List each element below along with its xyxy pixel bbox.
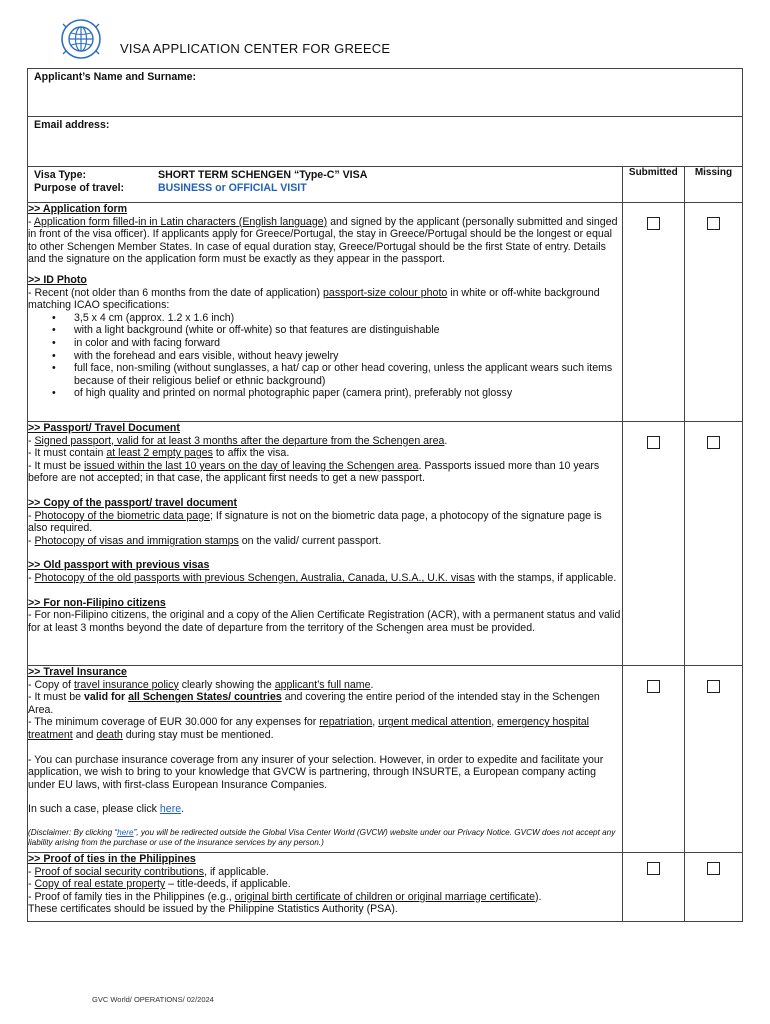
- table-row: [28, 853, 743, 922]
- submitted-cell: [622, 853, 684, 922]
- ties-line-1: - Proof of social security contributions, if applicable.: [28, 865, 269, 878]
- non-filipino-heading: >> For non-Filipino citizens: [28, 596, 166, 609]
- insurance-here-link[interactable]: here: [159, 803, 182, 816]
- submitted-checkbox[interactable]: [647, 436, 660, 449]
- section-passport: [28, 422, 623, 666]
- insurance-line-1: - Copy of travel insurance policy clearly showing the applicant’s full name.: [28, 678, 374, 691]
- insurance-click-text: In such a case, please click here.: [28, 803, 185, 816]
- table-row: [28, 666, 743, 853]
- list-item: • with a light background (white or off-white) so that features are distinguishable: [74, 324, 622, 337]
- passport-copy-heading: >> Copy of the passport/ travel document: [28, 496, 237, 509]
- passport-copy-line-2: - Photocopy of visas and immigration stamps on the valid/ current passport.: [28, 534, 382, 547]
- purpose-label: Purpose of travel:: [34, 182, 125, 194]
- insurance-partner-text: - You can purchase insurance coverage from any insurer of your selection. However, in order to expedite and facilitate your application, we wish to bring to your knowledge that GVCW is partnering, through INSURTE, a European company acting under EU laws, with first-class European Insurance Companies.: [28, 753, 604, 791]
- missing-checkbox[interactable]: [707, 217, 720, 230]
- ties-heading: >> Proof of ties in the Philippines: [28, 853, 196, 865]
- missing-cell: [684, 203, 742, 422]
- email-label: Email address:: [34, 119, 110, 131]
- old-passport-text: - Photocopy of the old passports with previous Schengen, Australia, Canada, U.S.A., U.K. visas with the stamps, if applicable.: [28, 571, 617, 584]
- checklist-table: [27, 68, 743, 922]
- submitted-checkbox[interactable]: [647, 862, 660, 875]
- old-passport-heading: >> Old passport with previous visas: [28, 559, 210, 572]
- missing-cell: [684, 853, 742, 922]
- list-item: • of high quality and printed on normal photographic paper (camera print), preferably not glossy: [74, 387, 622, 400]
- ties-line-2: - Copy of real estate property – title-deeds, if applicable.: [28, 878, 291, 891]
- list-item: • with the forehead and ears visible, without heavy jewelry: [74, 350, 622, 363]
- submitted-checkbox[interactable]: [647, 217, 660, 230]
- missing-checkbox[interactable]: [707, 862, 720, 875]
- passport-line-1: - Signed passport, valid for at least 3 months after the departure from the Schengen area.: [28, 434, 448, 447]
- footer-text: GVC World/ OPERATIONS/ 02/2024: [92, 995, 214, 1004]
- applicant-name-label: Applicant’s Name and Surname:: [34, 71, 197, 83]
- table-row: [28, 422, 743, 666]
- submitted-cell: [622, 422, 684, 666]
- passport-line-3: - It must be issued within the last 10 years on the day of leaving the Schengen area. Passports issued more than 10 years before are not accepted; in that case, the applicant first needs to get a new passport.: [28, 459, 600, 485]
- email-cell[interactable]: [28, 117, 743, 167]
- list-item: • 3,5 x 4 cm (approx. 1.2 x 1.6 inch): [74, 312, 622, 325]
- col-submitted-header: Submitted: [622, 167, 684, 203]
- ties-line-4: These certificates should be issued by the Philippine Statistics Authority (PSA).: [28, 903, 398, 916]
- submitted-checkbox[interactable]: [647, 680, 660, 693]
- applicant-name-cell[interactable]: [28, 69, 743, 117]
- missing-cell: [684, 422, 742, 666]
- list-item: • in color and with facing forward: [74, 337, 622, 350]
- insurance-line-2: - It must be valid for all Schengen States/ countries and covering the entire period of the intended stay in the Schengen Area.: [28, 691, 600, 716]
- id-photo-text: - Recent (not older than 6 months from the date of application) passport-size colour photo in white or off-white background matching ICAO specifications:: [28, 286, 600, 312]
- submitted-cell: [622, 203, 684, 422]
- passport-line-2: - It must contain at least 2 empty pages to affix the visa.: [28, 447, 290, 460]
- photo-requirements-list: [28, 312, 622, 400]
- disclaimer-here-link[interactable]: here: [117, 827, 134, 837]
- application-form-heading: >> Application form: [28, 203, 128, 215]
- visa-type-label: Visa Type:: [34, 169, 87, 181]
- page-title: VISA APPLICATION CENTER FOR GREECE: [120, 41, 391, 56]
- purpose-value: BUSINESS or OFFICIAL VISIT: [158, 182, 307, 194]
- passport-heading: >> Passport/ Travel Document: [28, 422, 180, 434]
- disclaimer-text: (Disclaimer: By clicking “here”, you will be redirected outside the Global Visa Center World (GVCW) website under our Privacy Notice. GVCW does not accept any liability arising from the purchase or use of the insurance services by any person.): [28, 827, 616, 847]
- visa-type-value: SHORT TERM SCHENGEN “Type-C” VISA: [158, 169, 368, 181]
- col-missing-header: Missing: [684, 167, 742, 203]
- submitted-cell: [622, 666, 684, 853]
- insurance-line-3: - The minimum coverage of EUR 30.000 for any expenses for repatriation, urgent medical attention, emergency hospital treatment and death during stay must be mentioned.: [28, 716, 590, 741]
- page-header: [0, 0, 770, 68]
- id-photo-heading: >> ID Photo: [28, 273, 87, 286]
- non-filipino-text: - For non-Filipino citizens, the original and a copy of the Alien Certificate Registration (ACR), with a permanent status and valid for at least 3 months beyond the date of departure from the territory of the Schengen area must be provided.: [28, 609, 621, 634]
- passport-copy-line-1: - Photocopy of the biometric data page; If signature is not on the biometric data page, a photocopy of the signature page is also required.: [28, 509, 602, 535]
- table-row: [28, 203, 743, 422]
- visa-type-cell: [28, 167, 623, 203]
- missing-checkbox[interactable]: [707, 680, 720, 693]
- globe-icon: [60, 18, 102, 60]
- section-application-photo: [28, 203, 623, 422]
- section-proof-of-ties: [28, 853, 623, 922]
- list-item: • full face, non-smiling (without sunglasses, a hat/ cap or other head covering, unless the applicant wears such items because of their religious belief or ethnic background): [74, 362, 622, 387]
- ties-line-3: - Proof of family ties in the Philippines (e.g., original birth certificate of children or original marriage certificate).: [28, 890, 542, 903]
- insurance-heading: >> Travel Insurance: [28, 666, 127, 678]
- application-form-text: - Application form filled-in in Latin characters (English language) and signed by the applicant (personally submitted and singed in front of the visa officer). If applicants apply for Greece/Portugal, the stay in Greece/Portugal should be the longest or equal to other Schengen Member States. In case of equal duration stay, Greece/Portugal should be the first State of entry. Details and the signature on the application form must be exactly as they appear in the passport.: [28, 215, 618, 266]
- missing-checkbox[interactable]: [707, 436, 720, 449]
- missing-cell: [684, 666, 742, 853]
- section-travel-insurance: [28, 666, 623, 853]
